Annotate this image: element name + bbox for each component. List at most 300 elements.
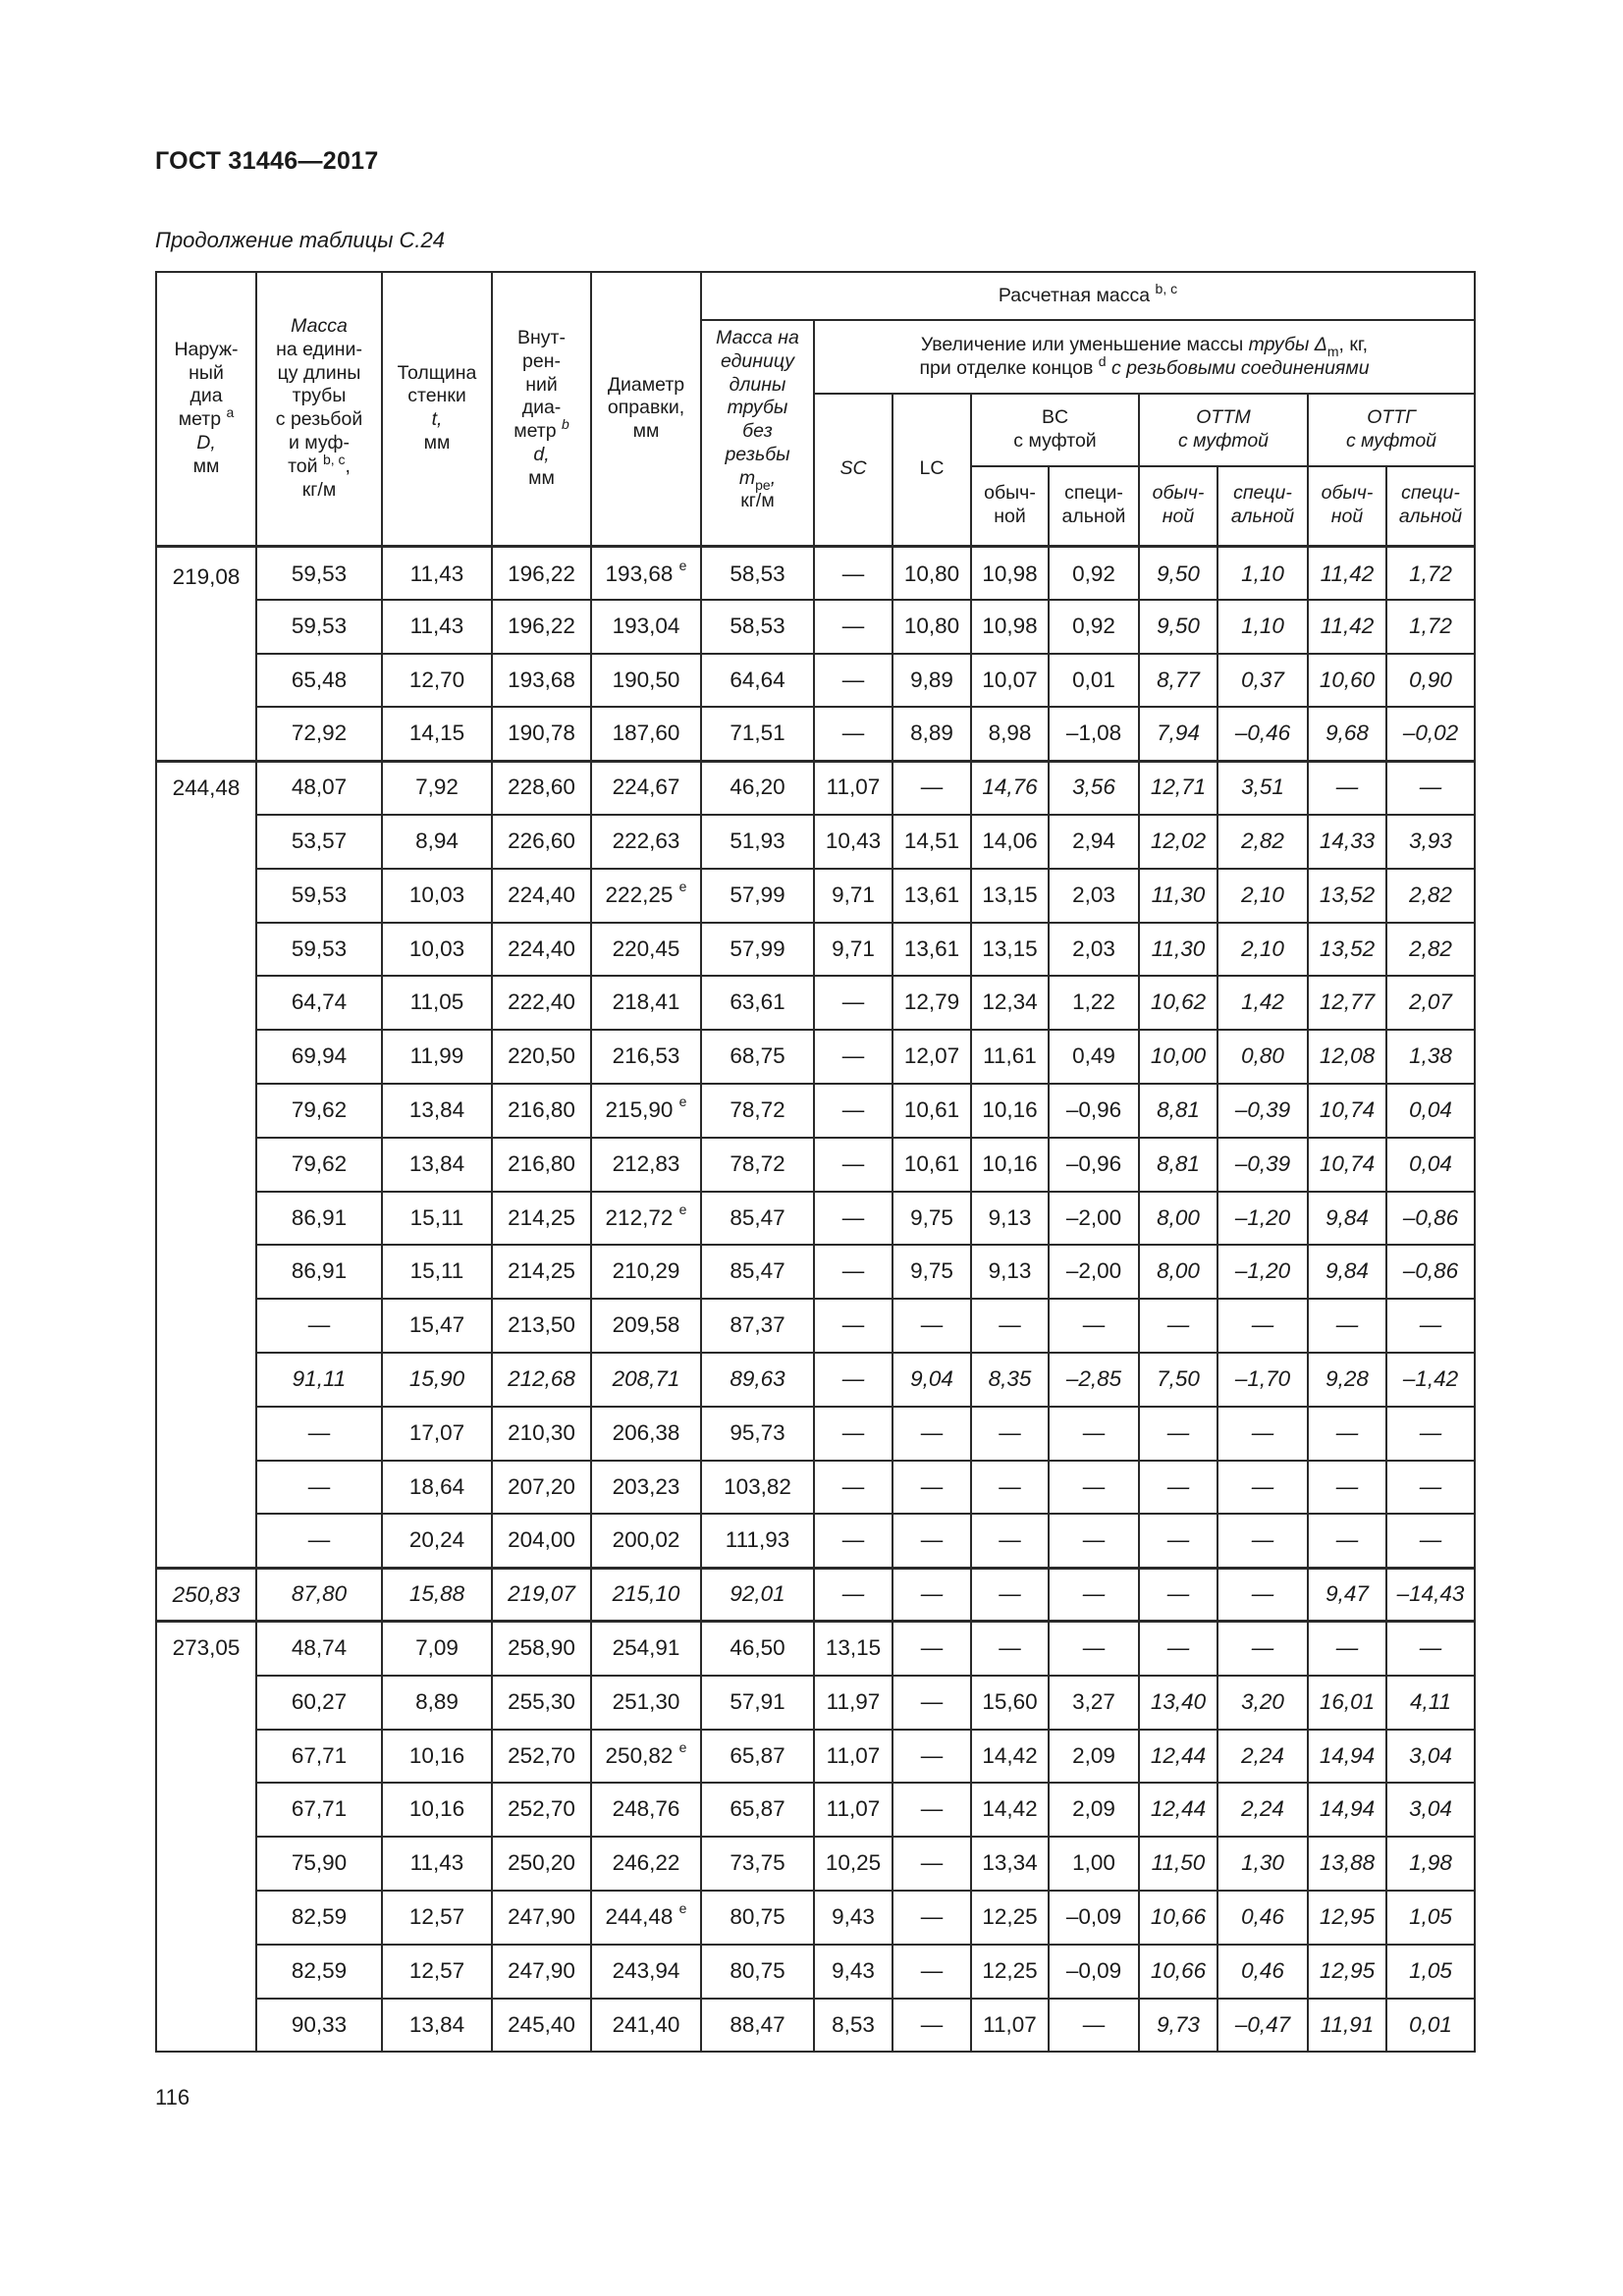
cell-sc: — — [814, 654, 893, 708]
cell-ottg-regular: 12,08 — [1308, 1030, 1386, 1084]
header-lc: LC — [893, 394, 971, 546]
cell-ottg-special: 2,82 — [1386, 923, 1475, 977]
cell-drift-diameter: 243,94 — [591, 1945, 701, 1999]
cell-drift-diameter: 208,71 — [591, 1353, 701, 1407]
cell-ottg-special: 0,04 — [1386, 1084, 1475, 1138]
cell-ottm-regular: 8,00 — [1139, 1192, 1217, 1246]
cell-bc-regular: — — [971, 1622, 1049, 1676]
cell-wall-thickness: 7,92 — [382, 761, 492, 815]
cell-ottg-regular: 11,42 — [1308, 600, 1386, 654]
cell-ottm-regular: 8,81 — [1139, 1084, 1217, 1138]
cell-wall-thickness: 11,43 — [382, 1837, 492, 1891]
cell-sc: — — [814, 1084, 893, 1138]
cell-bc-special: –0,09 — [1049, 1891, 1139, 1945]
table-row — [156, 869, 1475, 923]
cell-bc-regular: 11,07 — [971, 1999, 1049, 2053]
cell-wall-thickness: 10,03 — [382, 869, 492, 923]
cell-ottm-special: –1,20 — [1217, 1245, 1308, 1299]
cell-bc-special: 2,03 — [1049, 923, 1139, 977]
cell-inner-diameter: 214,25 — [492, 1245, 591, 1299]
table-row — [156, 923, 1475, 977]
cell-drift-diameter: 220,45 — [591, 923, 701, 977]
cell-lc: 10,61 — [893, 1084, 971, 1138]
cell-inner-diameter: 219,07 — [492, 1568, 591, 1622]
cell-drift-diameter: 222,63 — [591, 815, 701, 869]
cell-plain-end-mass: 85,47 — [701, 1245, 814, 1299]
cell-ottg-special: 1,05 — [1386, 1945, 1475, 1999]
cell-ottg-special: 1,72 — [1386, 546, 1475, 600]
cell-bc-regular: 15,60 — [971, 1676, 1049, 1730]
cell-threaded-mass: 59,53 — [256, 923, 382, 977]
cell-plain-end-mass: 73,75 — [701, 1837, 814, 1891]
cell-ottm-regular: 10,66 — [1139, 1945, 1217, 1999]
cell-ottm-special: –0,39 — [1217, 1138, 1308, 1192]
cell-bc-regular: 13,34 — [971, 1837, 1049, 1891]
cell-drift-diameter: 251,30 — [591, 1676, 701, 1730]
cell-ottg-regular: 13,88 — [1308, 1837, 1386, 1891]
cell-lc: 10,61 — [893, 1138, 971, 1192]
cell-inner-diameter: 220,50 — [492, 1030, 591, 1084]
cell-sc: 8,53 — [814, 1999, 893, 2053]
cell-threaded-mass: 59,53 — [256, 600, 382, 654]
cell-ottm-special: — — [1217, 1299, 1308, 1353]
cell-ottm-special: –0,39 — [1217, 1084, 1308, 1138]
cell-bc-regular: — — [971, 1299, 1049, 1353]
cell-bc-regular: 13,15 — [971, 869, 1049, 923]
cell-bc-regular: 10,98 — [971, 546, 1049, 600]
cell-ottg-special: — — [1386, 1461, 1475, 1515]
cell-inner-diameter: 190,78 — [492, 707, 591, 761]
cell-ottg-regular: — — [1308, 1514, 1386, 1568]
cell-ottg-special: 1,98 — [1386, 1837, 1475, 1891]
cell-drift-diameter: 216,53 — [591, 1030, 701, 1084]
cell-ottg-regular: 9,84 — [1308, 1192, 1386, 1246]
table-row — [156, 1999, 1475, 2053]
cell-drift-diameter: 248,76 — [591, 1783, 701, 1837]
cell-bc-regular: 9,13 — [971, 1192, 1049, 1246]
cell-wall-thickness: 14,15 — [382, 707, 492, 761]
cell-bc-regular: 8,98 — [971, 707, 1049, 761]
cell-sc: — — [814, 1568, 893, 1622]
cell-inner-diameter: 207,20 — [492, 1461, 591, 1515]
cell-ottg-regular: 13,52 — [1308, 869, 1386, 923]
header-mass-change: Увеличение или уменьшение массы трубы $\Delta_m$, кг, при отделке концов $^d$ с резьбовыми соединениями — [814, 320, 1475, 394]
cell-plain-end-mass: 87,37 — [701, 1299, 814, 1353]
cell-ottg-special: –0,02 — [1386, 707, 1475, 761]
table-row — [156, 1676, 1475, 1730]
cell-threaded-mass: 90,33 — [256, 1999, 382, 2053]
cell-threaded-mass: 72,92 — [256, 707, 382, 761]
cell-drift-diameter: 212,83 — [591, 1138, 701, 1192]
cell-lc: 12,79 — [893, 976, 971, 1030]
cell-inner-diameter: 214,25 — [492, 1192, 591, 1246]
cell-inner-diameter: 228,60 — [492, 761, 591, 815]
cell-bc-special: 0,49 — [1049, 1030, 1139, 1084]
cell-bc-special: 2,94 — [1049, 815, 1139, 869]
cell-ottg-regular: 10,74 — [1308, 1084, 1386, 1138]
cell-threaded-mass: — — [256, 1407, 382, 1461]
cell-ottm-special: 0,37 — [1217, 654, 1308, 708]
cell-ottm-regular: 7,50 — [1139, 1353, 1217, 1407]
cell-plain-end-mass: 89,63 — [701, 1353, 814, 1407]
cell-ottm-special: –1,70 — [1217, 1353, 1308, 1407]
cell-bc-special: — — [1049, 1407, 1139, 1461]
cell-ottg-regular: — — [1308, 761, 1386, 815]
cell-inner-diameter: 216,80 — [492, 1138, 591, 1192]
cell-lc: 14,51 — [893, 815, 971, 869]
cell-wall-thickness: 11,43 — [382, 600, 492, 654]
cell-sc: — — [814, 1245, 893, 1299]
cell-ottm-special: 1,42 — [1217, 976, 1308, 1030]
cell-drift-diameter: 187,60 — [591, 707, 701, 761]
header-calculated-mass: Расчетная масса $^{b, c}$ — [701, 272, 1475, 320]
cell-ottg-special: 0,01 — [1386, 1999, 1475, 2053]
cell-sc: — — [814, 600, 893, 654]
cell-bc-special: 1,00 — [1049, 1837, 1139, 1891]
cell-plain-end-mass: 68,75 — [701, 1030, 814, 1084]
cell-ottm-regular: 8,00 — [1139, 1245, 1217, 1299]
header-bc-special: специ- альной — [1049, 466, 1139, 546]
cell-drift-diameter: 206,38 — [591, 1407, 701, 1461]
cell-lc: — — [893, 1461, 971, 1515]
cell-ottm-regular: 8,77 — [1139, 654, 1217, 708]
cell-threaded-mass: 82,59 — [256, 1891, 382, 1945]
cell-threaded-mass: 60,27 — [256, 1676, 382, 1730]
cell-ottg-special: — — [1386, 1299, 1475, 1353]
cell-ottg-regular: 14,33 — [1308, 815, 1386, 869]
cell-sc: 11,07 — [814, 761, 893, 815]
cell-drift-diameter: 200,02 — [591, 1514, 701, 1568]
cell-threaded-mass: — — [256, 1299, 382, 1353]
cell-ottm-special: — — [1217, 1568, 1308, 1622]
cell-lc: 10,80 — [893, 600, 971, 654]
cell-plain-end-mass: 78,72 — [701, 1084, 814, 1138]
cell-outer-diameter: 273,05 — [156, 1622, 256, 2052]
cell-ottm-regular: 12,44 — [1139, 1783, 1217, 1837]
cell-plain-end-mass: 95,73 — [701, 1407, 814, 1461]
cell-threaded-mass: 86,91 — [256, 1245, 382, 1299]
cell-threaded-mass: 91,11 — [256, 1353, 382, 1407]
cell-ottm-special: 2,10 — [1217, 869, 1308, 923]
cell-plain-end-mass: 51,93 — [701, 815, 814, 869]
cell-wall-thickness: 15,90 — [382, 1353, 492, 1407]
cell-sc: — — [814, 1407, 893, 1461]
cell-ottm-special: 2,24 — [1217, 1783, 1308, 1837]
cell-ottm-regular: — — [1139, 1568, 1217, 1622]
document-code: ГОСТ 31446—2017 — [155, 147, 379, 175]
cell-wall-thickness: 12,57 — [382, 1945, 492, 1999]
header-ottg-special: специ- альной — [1386, 466, 1475, 546]
header-drift-diameter: Диаметр оправки, мм — [591, 272, 701, 546]
cell-threaded-mass: — — [256, 1461, 382, 1515]
cell-inner-diameter: 226,60 — [492, 815, 591, 869]
cell-sc: — — [814, 1030, 893, 1084]
cell-ottm-regular: — — [1139, 1407, 1217, 1461]
cell-sc: 13,15 — [814, 1622, 893, 1676]
cell-ottg-regular: — — [1308, 1622, 1386, 1676]
cell-ottg-regular: 9,28 — [1308, 1353, 1386, 1407]
cell-sc: 11,97 — [814, 1676, 893, 1730]
cell-ottg-regular: — — [1308, 1299, 1386, 1353]
header-bc-regular: обыч- ной — [971, 466, 1049, 546]
cell-wall-thickness: 11,05 — [382, 976, 492, 1030]
cell-ottm-special: 1,30 — [1217, 1837, 1308, 1891]
cell-drift-diameter: 215,90 $^e$ — [591, 1084, 701, 1138]
cell-ottg-regular: 14,94 — [1308, 1730, 1386, 1784]
cell-plain-end-mass: 46,20 — [701, 761, 814, 815]
cell-ottg-special: 3,04 — [1386, 1783, 1475, 1837]
cell-plain-end-mass: 46,50 — [701, 1622, 814, 1676]
cell-bc-special: –0,96 — [1049, 1138, 1139, 1192]
table-row — [156, 1945, 1475, 1999]
table-row — [156, 1837, 1475, 1891]
cell-ottg-regular: 10,74 — [1308, 1138, 1386, 1192]
cell-sc: — — [814, 1514, 893, 1568]
cell-bc-special: — — [1049, 1299, 1139, 1353]
header-ottg: ОТТГ с муфтой — [1308, 394, 1475, 466]
cell-ottg-regular: 11,42 — [1308, 546, 1386, 600]
cell-sc: — — [814, 546, 893, 600]
cell-wall-thickness: 12,70 — [382, 654, 492, 708]
header-ottm-special: специ- альной — [1217, 466, 1308, 546]
cell-threaded-mass: 75,90 — [256, 1837, 382, 1891]
cell-bc-regular: 9,13 — [971, 1245, 1049, 1299]
cell-lc: 12,07 — [893, 1030, 971, 1084]
cell-threaded-mass: 82,59 — [256, 1945, 382, 1999]
cell-lc: 9,04 — [893, 1353, 971, 1407]
cell-plain-end-mass: 92,01 — [701, 1568, 814, 1622]
cell-lc: — — [893, 1837, 971, 1891]
cell-bc-special: 0,01 — [1049, 654, 1139, 708]
cell-inner-diameter: 196,22 — [492, 546, 591, 600]
cell-bc-special: –1,08 — [1049, 707, 1139, 761]
cell-ottm-regular: 10,00 — [1139, 1030, 1217, 1084]
table-row — [156, 976, 1475, 1030]
cell-sc: 10,43 — [814, 815, 893, 869]
cell-ottg-special: 1,38 — [1386, 1030, 1475, 1084]
cell-drift-diameter: 193,68 $^e$ — [591, 546, 701, 600]
cell-ottm-regular: 13,40 — [1139, 1676, 1217, 1730]
cell-bc-regular: — — [971, 1514, 1049, 1568]
header-inner-diameter: Внут- рен- ний диа- метр $^b$ d, мм — [492, 272, 591, 546]
cell-ottg-special: –0,86 — [1386, 1192, 1475, 1246]
cell-inner-diameter: 212,68 — [492, 1353, 591, 1407]
cell-sc: 9,43 — [814, 1945, 893, 1999]
table-row — [156, 815, 1475, 869]
cell-drift-diameter: 222,25 $^e$ — [591, 869, 701, 923]
cell-ottg-special: –0,86 — [1386, 1245, 1475, 1299]
cell-lc: — — [893, 1891, 971, 1945]
cell-ottg-special: — — [1386, 761, 1475, 815]
cell-sc: 9,71 — [814, 923, 893, 977]
cell-sc: — — [814, 1461, 893, 1515]
cell-wall-thickness: 11,43 — [382, 546, 492, 600]
cell-threaded-mass: 79,62 — [256, 1138, 382, 1192]
cell-wall-thickness: 10,16 — [382, 1730, 492, 1784]
cell-bc-special: –0,09 — [1049, 1945, 1139, 1999]
cell-inner-diameter: 204,00 — [492, 1514, 591, 1568]
cell-ottg-regular: — — [1308, 1461, 1386, 1515]
cell-lc: — — [893, 1730, 971, 1784]
cell-ottm-regular: 10,66 — [1139, 1891, 1217, 1945]
cell-inner-diameter: 258,90 — [492, 1622, 591, 1676]
cell-ottm-regular: — — [1139, 1299, 1217, 1353]
cell-inner-diameter: 247,90 — [492, 1945, 591, 1999]
cell-ottg-special: 0,90 — [1386, 654, 1475, 708]
cell-sc: — — [814, 1353, 893, 1407]
cell-ottg-special: –1,42 — [1386, 1353, 1475, 1407]
table-row — [156, 1245, 1475, 1299]
cell-lc: 13,61 — [893, 869, 971, 923]
cell-ottg-special: 3,93 — [1386, 815, 1475, 869]
cell-bc-regular: 10,16 — [971, 1084, 1049, 1138]
cell-inner-diameter: 222,40 — [492, 976, 591, 1030]
cell-bc-regular: 14,06 — [971, 815, 1049, 869]
cell-ottm-special: –0,47 — [1217, 1999, 1308, 2053]
table-row — [156, 546, 1475, 600]
cell-threaded-mass: 86,91 — [256, 1192, 382, 1246]
cell-ottg-special: 0,04 — [1386, 1138, 1475, 1192]
cell-sc: — — [814, 1299, 893, 1353]
cell-inner-diameter: 224,40 — [492, 869, 591, 923]
cell-drift-diameter: 218,41 — [591, 976, 701, 1030]
cell-bc-regular: 13,15 — [971, 923, 1049, 977]
cell-bc-regular: 10,16 — [971, 1138, 1049, 1192]
table-continuation-caption: Продолжение таблицы С.24 — [155, 228, 445, 252]
cell-drift-diameter: 190,50 — [591, 654, 701, 708]
cell-ottm-regular: 9,73 — [1139, 1999, 1217, 2053]
cell-inner-diameter: 213,50 — [492, 1299, 591, 1353]
cell-ottg-special: — — [1386, 1514, 1475, 1568]
cell-inner-diameter: 252,70 — [492, 1783, 591, 1837]
cell-ottm-special: 2,10 — [1217, 923, 1308, 977]
table-row — [156, 1407, 1475, 1461]
cell-ottm-special: 0,80 — [1217, 1030, 1308, 1084]
cell-bc-regular: — — [971, 1568, 1049, 1622]
cell-threaded-mass: 69,94 — [256, 1030, 382, 1084]
cell-bc-special: — — [1049, 1514, 1139, 1568]
table-row — [156, 1461, 1475, 1515]
cell-ottm-special: — — [1217, 1461, 1308, 1515]
cell-ottg-special: 4,11 — [1386, 1676, 1475, 1730]
cell-lc: 9,89 — [893, 654, 971, 708]
cell-wall-thickness: 13,84 — [382, 1084, 492, 1138]
cell-drift-diameter: 246,22 — [591, 1837, 701, 1891]
cell-plain-end-mass: 78,72 — [701, 1138, 814, 1192]
cell-ottg-regular: 9,47 — [1308, 1568, 1386, 1622]
cell-ottg-regular: 12,95 — [1308, 1945, 1386, 1999]
cell-lc: — — [893, 1676, 971, 1730]
cell-drift-diameter: 212,72 $^e$ — [591, 1192, 701, 1246]
cell-inner-diameter: 252,70 — [492, 1730, 591, 1784]
cell-bc-special: — — [1049, 1999, 1139, 2053]
cell-sc: — — [814, 1192, 893, 1246]
cell-ottm-special: 1,10 — [1217, 600, 1308, 654]
cell-lc: 9,75 — [893, 1192, 971, 1246]
cell-plain-end-mass: 63,61 — [701, 976, 814, 1030]
cell-bc-special: 3,56 — [1049, 761, 1139, 815]
table-row — [156, 707, 1475, 761]
cell-wall-thickness: 11,99 — [382, 1030, 492, 1084]
cell-inner-diameter: 193,68 — [492, 654, 591, 708]
cell-sc: — — [814, 976, 893, 1030]
cell-drift-diameter: 203,23 — [591, 1461, 701, 1515]
cell-plain-end-mass: 111,93 — [701, 1514, 814, 1568]
cell-lc: 9,75 — [893, 1245, 971, 1299]
cell-sc: 10,25 — [814, 1837, 893, 1891]
cell-wall-thickness: 17,07 — [382, 1407, 492, 1461]
cell-bc-special: 1,22 — [1049, 976, 1139, 1030]
cell-threaded-mass: 48,74 — [256, 1622, 382, 1676]
cell-bc-regular: 11,61 — [971, 1030, 1049, 1084]
header-ottm-regular: обыч- ной — [1139, 466, 1217, 546]
cell-lc: 13,61 — [893, 923, 971, 977]
cell-lc: — — [893, 1568, 971, 1622]
cell-ottg-regular: 12,95 — [1308, 1891, 1386, 1945]
cell-wall-thickness: 8,89 — [382, 1676, 492, 1730]
cell-bc-special: –2,00 — [1049, 1192, 1139, 1246]
cell-bc-special: — — [1049, 1568, 1139, 1622]
cell-plain-end-mass: 103,82 — [701, 1461, 814, 1515]
cell-bc-regular: 12,25 — [971, 1945, 1049, 1999]
cell-ottm-regular: — — [1139, 1461, 1217, 1515]
table-row — [156, 1192, 1475, 1246]
cell-wall-thickness: 10,03 — [382, 923, 492, 977]
cell-wall-thickness: 15,88 — [382, 1568, 492, 1622]
cell-ottm-regular: 12,02 — [1139, 815, 1217, 869]
cell-bc-special: 2,03 — [1049, 869, 1139, 923]
cell-wall-thickness: 15,11 — [382, 1192, 492, 1246]
cell-sc: 11,07 — [814, 1783, 893, 1837]
cell-ottg-regular: 12,77 — [1308, 976, 1386, 1030]
cell-wall-thickness: 13,84 — [382, 1138, 492, 1192]
header-threaded-mass: Масса на едини- цу длины трубы с резьбой и муф- той $^{b, c}$, кг/м — [256, 272, 382, 546]
table-row — [156, 1299, 1475, 1353]
cell-lc: — — [893, 1407, 971, 1461]
cell-bc-regular: — — [971, 1461, 1049, 1515]
cell-bc-regular: 8,35 — [971, 1353, 1049, 1407]
cell-threaded-mass: 67,71 — [256, 1730, 382, 1784]
cell-wall-thickness: 10,16 — [382, 1783, 492, 1837]
cell-bc-special: 3,27 — [1049, 1676, 1139, 1730]
cell-bc-special: — — [1049, 1461, 1139, 1515]
cell-threaded-mass: 48,07 — [256, 761, 382, 815]
cell-inner-diameter: 196,22 — [492, 600, 591, 654]
header-sc: SC — [814, 394, 893, 546]
table-row — [156, 1138, 1475, 1192]
header-outer-diameter: Наруж- ный диа метр $^а$ D, мм — [156, 272, 256, 546]
cell-bc-special: 2,09 — [1049, 1730, 1139, 1784]
cell-threaded-mass: 59,53 — [256, 869, 382, 923]
cell-lc: — — [893, 761, 971, 815]
cell-ottm-regular: — — [1139, 1514, 1217, 1568]
cell-ottg-special: 3,04 — [1386, 1730, 1475, 1784]
cell-ottg-regular: 14,94 — [1308, 1783, 1386, 1837]
cell-outer-diameter: 244,48 — [156, 761, 256, 1568]
cell-ottg-special: — — [1386, 1622, 1475, 1676]
cell-plain-end-mass: 85,47 — [701, 1192, 814, 1246]
cell-wall-thickness: 7,09 — [382, 1622, 492, 1676]
cell-lc: 10,80 — [893, 546, 971, 600]
cell-sc: 9,71 — [814, 869, 893, 923]
table-body — [156, 546, 1475, 2052]
cell-plain-end-mass: 65,87 — [701, 1783, 814, 1837]
cell-inner-diameter: 247,90 — [492, 1891, 591, 1945]
cell-plain-end-mass: 64,64 — [701, 654, 814, 708]
cell-ottm-special: –1,20 — [1217, 1192, 1308, 1246]
cell-wall-thickness: 18,64 — [382, 1461, 492, 1515]
cell-ottm-regular: 9,50 — [1139, 546, 1217, 600]
